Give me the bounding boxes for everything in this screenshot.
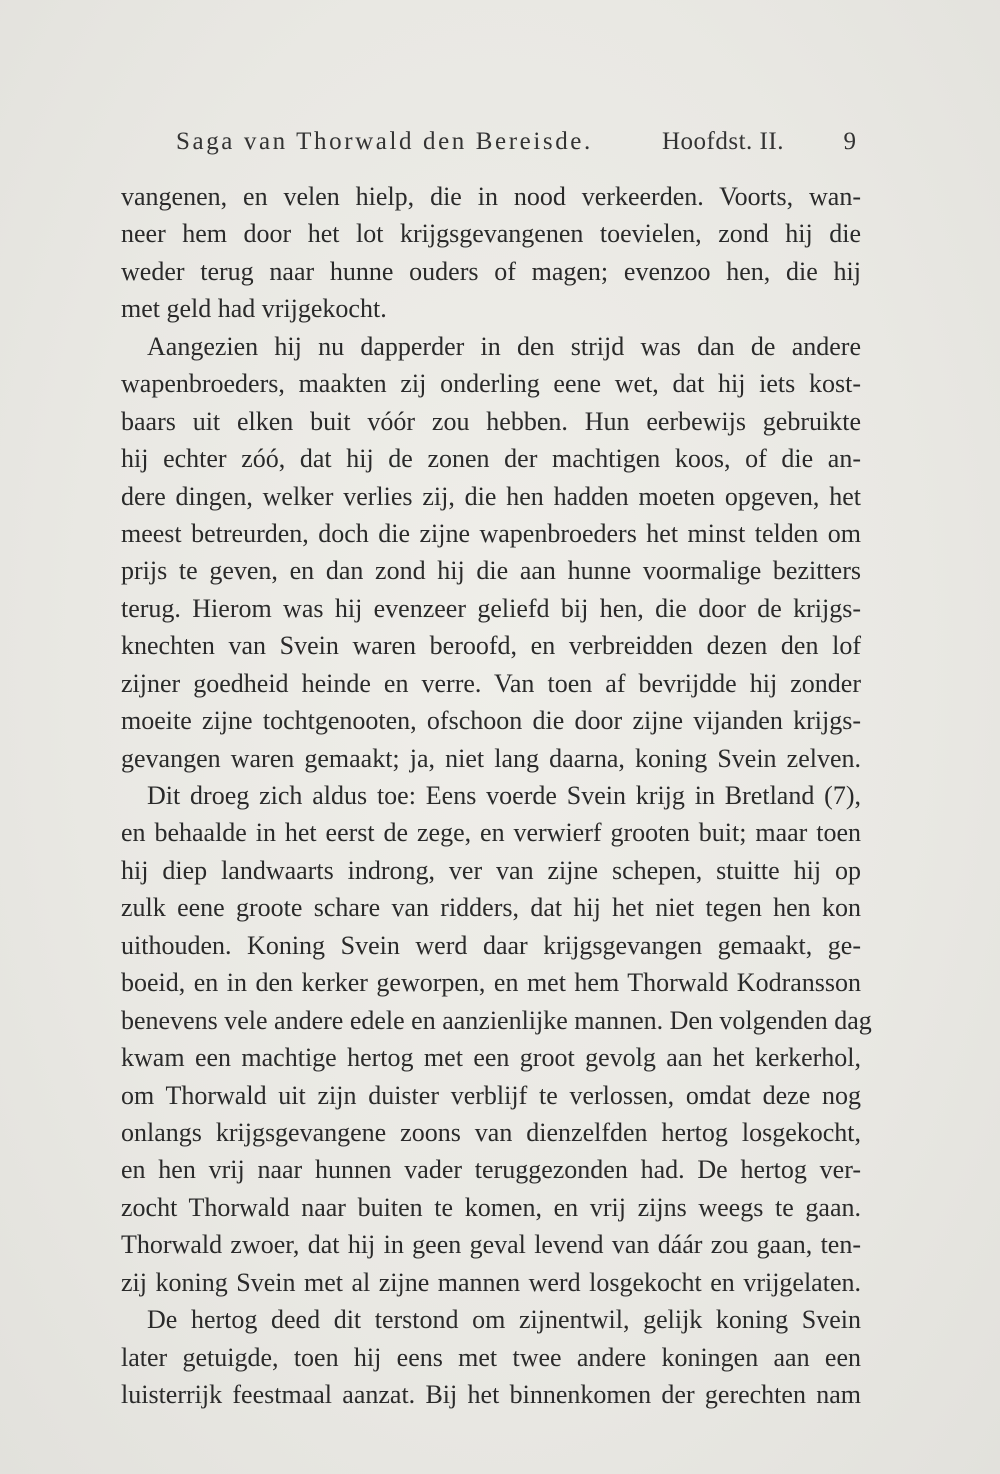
text-line: hij echter zóó, dat hij de zonen der machtigen koos, of die an-	[121, 444, 861, 474]
text-line: meest betreurden, doch die zijne wapenbroeders het minst telden om	[121, 518, 861, 548]
text-line: zijner goedheid heinde en verre. Van toen af bevrijdde hij zonder	[121, 668, 861, 698]
text-line: hij diep landwaarts indrong, ver van zijne schepen, stuitte hij op	[121, 855, 861, 885]
text-line: uithouden. Koning Svein werd daar krijgsgevangen gemaakt, ge-	[121, 930, 861, 960]
text-line: neer hem door het lot krijgsgevangenen toevielen, zond hij die	[121, 219, 861, 249]
text-line: om Thorwald uit zijn duister verblijf te verlossen, omdat deze nog	[121, 1080, 861, 1110]
running-head-title: Saga van Thorwald den Bereisde.	[176, 128, 593, 155]
text-line: vangenen, en velen hielp, die in nood verkeerden. Voorts, wan-	[121, 182, 861, 211]
text-line: wapenbroeders, maakten zij onderling eene wet, dat hij iets kost-	[121, 369, 861, 399]
text-line: weder terug naar hunne ouders of magen; evenzoo hen, die hij	[121, 256, 861, 286]
text-line: dere dingen, welker verlies zij, die hen hadden moeten opgeven, het	[121, 481, 861, 511]
running-head-chapter: Hoofdst. II.	[662, 128, 784, 155]
text-line: kwam een machtige hertog met een groot gevolg aan het kerkerhol,	[121, 1043, 861, 1073]
text-line: en hen vrij naar hunnen vader teruggezonden had. De hertog ver-	[121, 1155, 861, 1185]
text-line: zocht Thorwald naar buiten te komen, en vrij zijns weegs te gaan.	[121, 1192, 861, 1222]
text-line: zulk eene groote schare van ridders, dat hij het niet tegen hen kon	[121, 893, 861, 923]
text-line: gevangen waren gemaakt; ja, niet lang daarna, koning Svein zelven.	[121, 743, 861, 773]
text-line: knechten van Svein waren beroofd, en verbreidden dezen den lof	[121, 631, 861, 661]
text-line: terug. Hierom was hij evenzeer geliefd bij hen, die door de krijgs-	[121, 593, 861, 623]
text-line: prijs te geven, en dan zond hij die aan hunne voormalige bezitters	[121, 556, 861, 586]
page-number: 9	[843, 128, 856, 155]
running-head	[176, 128, 856, 162]
text-line: Thorwald zwoer, dat hij in geen geval levend van dáár zou gaan, ten-	[121, 1230, 861, 1260]
text-line: onlangs krijgsgevangene zoons van dienzelfden hertog losgekocht,	[121, 1117, 861, 1147]
text-line: en behaalde in het eerst de zege, en verwierf grooten buit; maar toen	[121, 818, 861, 848]
text-line: zij koning Svein met al zijne mannen werd losgekocht en vrijgelaten.	[121, 1267, 861, 1297]
text-line: De hertog deed dit terstond om zijnentwil, gelijk koning Svein	[147, 1305, 861, 1335]
body-text	[121, 178, 872, 1413]
text-line: Aangezien hij nu dapperder in den strijd was dan de andere	[147, 331, 861, 361]
text-line: moeite zijne tochtgenooten, ofschoon die door zijne vijanden krijgs-	[121, 706, 861, 736]
text-line: luisterrijk feestmaal aanzat. Bij het binnenkomen der gerechten nam	[121, 1380, 861, 1409]
text-line: met geld had vrijgekocht.	[121, 294, 387, 324]
text-line: later getuigde, toen hij eens met twee andere koningen aan een	[121, 1342, 861, 1372]
text-line: baars uit elken buit vóór zou hebben. Hun eerbewijs gebruikte	[121, 406, 861, 436]
text-line: Dit droeg zich aldus toe: Eens voerde Svein krijg in Bretland (7),	[147, 781, 861, 810]
text-line: benevens vele andere edele en aanzienlijke mannen. Den volgenden dag	[121, 1005, 872, 1035]
text-line: boeid, en in den kerker geworpen, en met hem Thorwald Kodransson	[121, 968, 861, 998]
